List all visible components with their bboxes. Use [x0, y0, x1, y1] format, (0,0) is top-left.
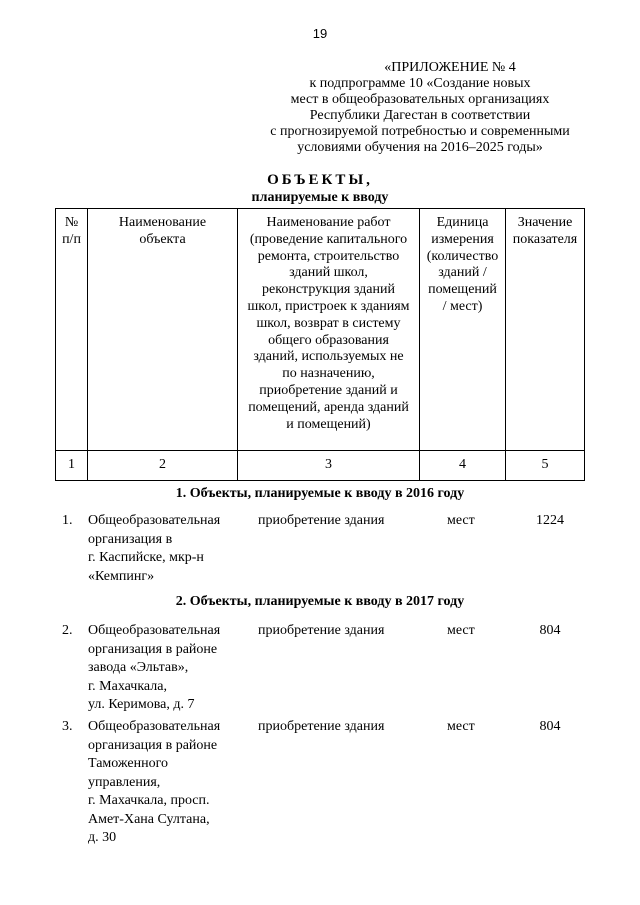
object-name-line: Общеобразовательная: [88, 623, 221, 638]
header-cell-value: [506, 209, 585, 451]
object-name-line: г. Махачкала, просп.: [88, 793, 210, 808]
object-name-line: Общеобразовательная: [88, 719, 221, 734]
unit: мест: [447, 719, 475, 734]
object-name-line: управления,: [88, 774, 161, 790]
header-row: [56, 209, 585, 451]
appendix-line: с прогнозируемой потребностью и современными: [270, 124, 570, 139]
object-name-line: организация в районе: [88, 737, 218, 753]
object-name: [88, 512, 248, 586]
object-name-line: Общеобразовательная: [88, 513, 221, 528]
header-line: Единица: [436, 215, 489, 230]
header-table: [55, 208, 585, 481]
work-type: приобретение здания: [258, 513, 385, 528]
appendix-line: условиями обучения на 2016–2025 годы»: [297, 140, 543, 155]
header-line: показателя: [512, 231, 578, 247]
appendix-line: Республики Дагестан в соответствии: [309, 108, 531, 123]
object-name-line: «Кемпинг»: [88, 568, 155, 584]
object-name-line: Амет-Хана Султана,: [88, 811, 210, 827]
header-line: Наименование: [118, 215, 207, 230]
header-line: помещений, аренда зданий: [248, 399, 409, 415]
column-number: 5: [506, 451, 585, 481]
section-heading: 2. Объекты, планируемые к вводу в 2017 году: [175, 594, 465, 609]
object-name-line: организация в районе: [88, 641, 218, 657]
header-line: школ, пристроек к зданиям: [247, 298, 410, 314]
header-cell-number: [56, 209, 88, 451]
header-line: помещений: [428, 282, 497, 298]
header-cell-object: [88, 209, 238, 451]
column-number: 3: [238, 451, 420, 481]
column-number: 4: [420, 451, 506, 481]
section-heading: 1. Объекты, планируемые к вводу в 2016 году: [175, 486, 465, 501]
header-line: / мест): [442, 298, 483, 314]
header-line: зданий школ,: [289, 265, 368, 281]
indicator-value: 804: [539, 719, 561, 734]
object-name-line: завода «Эльтав»,: [88, 660, 189, 675]
page-number: 19: [312, 26, 328, 41]
object-name-line: организация в: [88, 531, 173, 547]
header-line: реконструкция зданий: [262, 282, 395, 298]
header-line: зданий, используемых не: [253, 349, 404, 365]
row-number: 1.: [62, 513, 73, 528]
appendix-line: «ПРИЛОЖЕНИЕ № 4: [384, 60, 516, 75]
header-cell-works: [238, 209, 420, 451]
header-line: зданий /: [438, 265, 487, 281]
header-line: и помещений): [286, 416, 371, 432]
header-line: Наименование работ: [266, 215, 391, 230]
work-type: приобретение здания: [258, 623, 385, 638]
header-line: по назначению,: [282, 366, 375, 382]
header-line: приобретение зданий и: [259, 382, 398, 398]
row-number: 2.: [62, 623, 73, 638]
header-cell-unit: [420, 209, 506, 451]
appendix-heading: [250, 60, 590, 156]
document-title: ОБЪЕКТЫ,: [267, 172, 373, 188]
appendix-line: к подпрограмме 10 «Создание новых: [309, 76, 531, 91]
object-name: [88, 718, 248, 848]
object-name-line: д. 30: [88, 830, 117, 845]
header-line: (проведение капитального: [249, 231, 408, 247]
column-number-row: [56, 451, 585, 481]
header-line: измерения: [431, 231, 494, 247]
object-name-line: Таможенного: [88, 756, 169, 771]
indicator-value: 1224: [536, 513, 564, 528]
object-name-line: г. Каспийске, мкр-н: [88, 550, 204, 565]
appendix-line: мест в общеобразовательных организациях: [290, 92, 550, 107]
indicator-value: 804: [539, 623, 561, 638]
object-name-line: г. Махачкала,: [88, 678, 167, 694]
document-subtitle: планируемые к вводу: [251, 190, 389, 205]
row-number: 3.: [62, 719, 73, 734]
object-name-line: ул. Керимова, д. 7: [88, 697, 195, 712]
work-type: приобретение здания: [258, 719, 385, 734]
header-line: школ, возврат в систему: [256, 315, 401, 331]
column-number: 1: [56, 451, 88, 481]
header-line: ремонта, строительство: [257, 248, 400, 264]
header-line: (количество: [426, 248, 499, 264]
object-name: [88, 622, 248, 715]
header-line: п/п: [62, 231, 81, 247]
header-line: Значение: [517, 215, 573, 230]
unit: мест: [447, 513, 475, 528]
unit: мест: [447, 623, 475, 638]
column-number: 2: [88, 451, 238, 481]
header-line: №: [64, 215, 79, 230]
header-line: объекта: [139, 231, 186, 247]
header-line: общего образования: [268, 332, 389, 348]
